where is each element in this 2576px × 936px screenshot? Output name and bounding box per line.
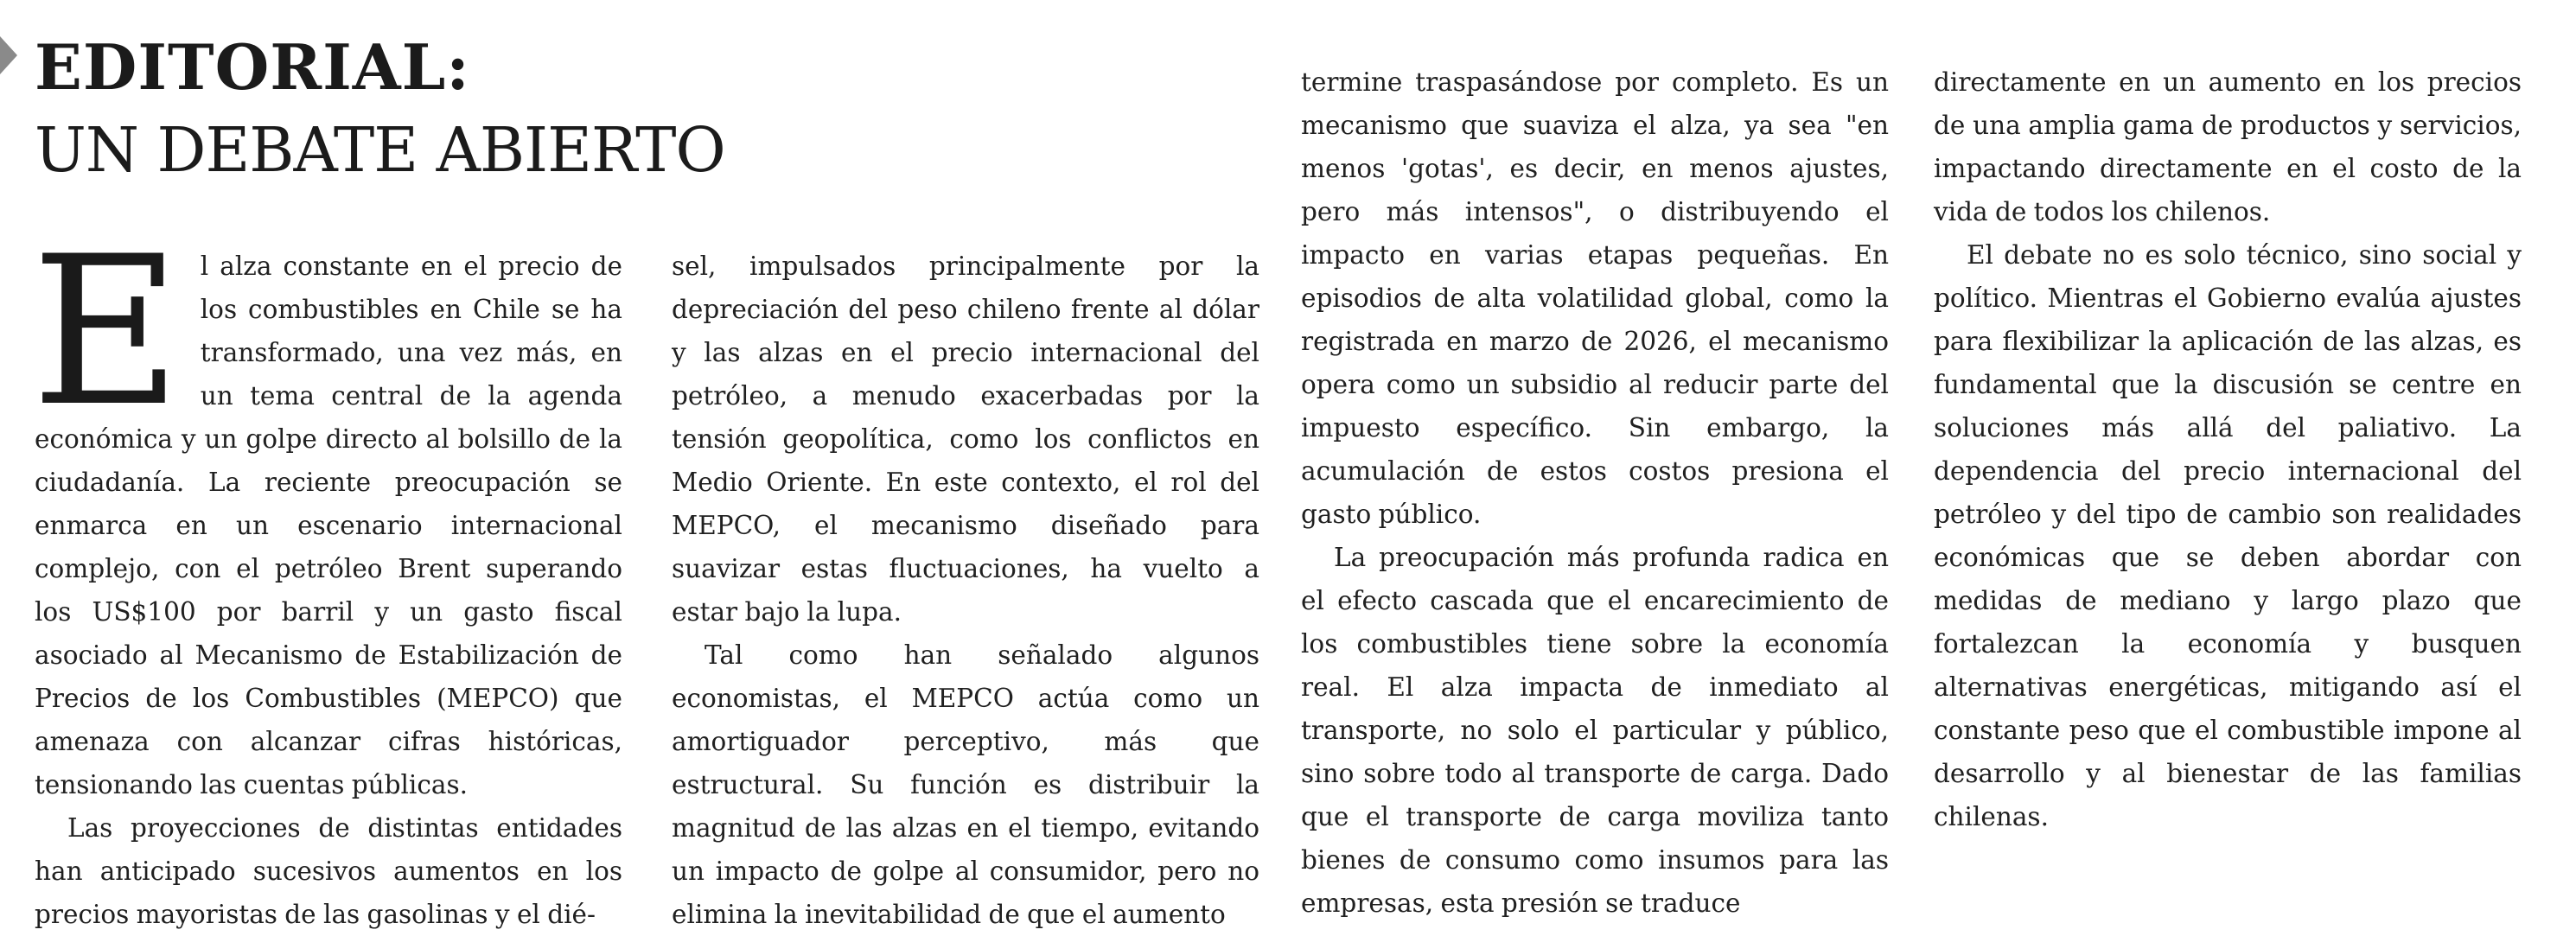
- headline: [35, 26, 1279, 192]
- section-marker-triangle: [0, 36, 17, 74]
- paragraph-cascade-end: directamente en un aumento en los precios de una amplia gama de productos y servicios, impactando directamente en el costo de la vida de todos los chilenos.: [1934, 67, 2522, 226]
- paragraph-intro: l alza constante en el precio de los combustibles en Chile se ha transformado, una vez más, en un tema central de la agenda económica y un golpe directo al bolsillo de la ciudadanía. La reciente preocupación se enmarca en un escenario internacional complejo, con el petróleo Brent superando los US$100 por barril y un gasto fiscal asociado al Mecanismo de Estabilización de Precios de los Combustibles (MEPCO) que amenaza con alcanzar cifras históricas, tensionando las cuentas públicas.: [35, 252, 622, 799]
- article-column-4: [1934, 60, 2522, 838]
- article-column-3: [1301, 60, 1889, 925]
- article-column-2: [672, 245, 1259, 936]
- paragraph-economists-end: termine traspasándose por completo. Es un mecanismo que suaviza el alza, ya sea "en menos 'gotas', es decir, en menos ajustes, pero más intensos", o distribuyendo el impacto en varias etapas pequeñas. En episodios de alta volatilidad global, como la registrada en marzo de 2026, el mecanismo opera como un subsidio al reducir parte del impuesto específico. Sin embargo, la acumulación de estos costos presiona el gasto público.: [1301, 67, 1889, 529]
- paragraph-projections-start: Las proyecciones de distintas entidades han anticipado sucesivos aumentos en los precios mayoristas de las gasolinas y el dié-: [35, 813, 622, 929]
- headline-label: EDITORIAL:: [35, 30, 470, 104]
- drop-cap: E: [31, 213, 182, 452]
- paragraph-cascade-start: La preocupación más profunda radica en el efecto cascada que el encarecimiento de los combustibles tiene sobre la economía real. El alza impacta de inmediato al transporte, no solo el particular y público, sino sobre todo al transporte de carga. Dado que el transporte de carga moviliza tanto bienes de consumo como insumos para las empresas, esta presión se traduce: [1301, 543, 1889, 918]
- article-column-1: [31, 213, 622, 936]
- headline-title: UN DEBATE ABIERTO: [35, 114, 725, 186]
- paragraph-debate: El debate no es solo técnico, sino social y político. Mientras el Gobierno evalúa ajustes para flexibilizar la aplicación de las alzas, es fundamental que la discusión se centre en soluciones más allá del paliativo. La dependencia del precio internacional del petróleo y del tipo de cambio son realidades económicas que se deben abordar con medidas de mediano y largo plazo que fortalezcan la economía y busquen alternativas energéticas, mitigando así el constante peso que el combustible impone al desarrollo y al bienestar de las familias chilenas.: [1934, 240, 2522, 831]
- paragraph-economists-start: Tal como han señalado algunos economistas, el MEPCO actúa como un amortiguador perceptivo, más que estructural. Su función es distribuir la magnitud de las alzas en el tiempo, evitando un impacto de golpe al consumidor, pero no elimina la inevitabilidad de que el aumento: [672, 640, 1259, 929]
- paragraph-projections-end: sel, impulsados principalmente por la depreciación del peso chileno frente al dólar y las alzas en el precio internacional del petróleo, a menudo exacerbadas por la tensión geopolítica, como los conflictos en Medio Oriente. En este contexto, el rol del MEPCO, el mecanismo diseñado para suavizar estas fluctuaciones, ha vuelto a estar bajo la lupa.: [672, 252, 1259, 627]
